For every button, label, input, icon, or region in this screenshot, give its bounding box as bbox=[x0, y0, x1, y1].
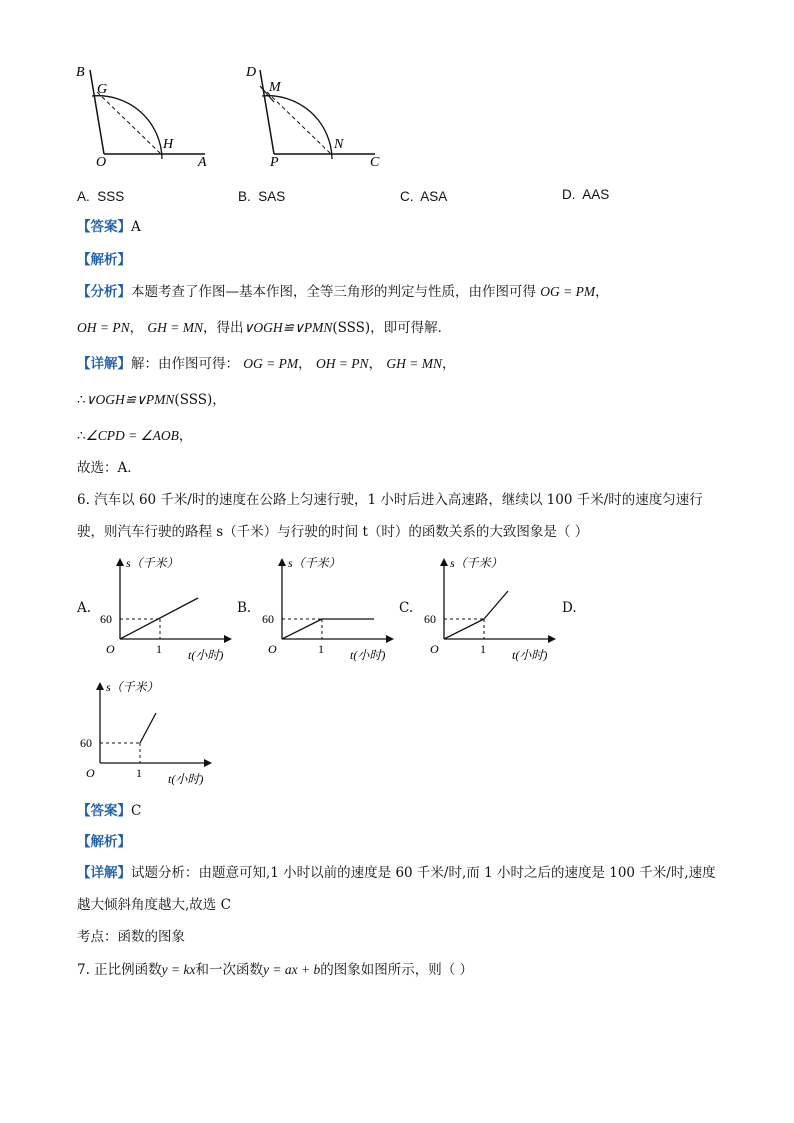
graph-b bbox=[258, 553, 398, 665]
angle-eq: ∠CPD = ∠AOB bbox=[85, 428, 179, 443]
q5-analysis bbox=[77, 250, 131, 270]
graph-c-ylabel: s（千米） bbox=[450, 556, 503, 570]
graph-d-ylabel: s（千米） bbox=[106, 680, 159, 694]
q6-stem-line2: 驶，则汽车行驶的路程 s（千米）与行驶的时间 t（时）的函数关系的大致图象是（ ） bbox=[77, 524, 589, 540]
line2-eq1: OH = PN bbox=[77, 320, 130, 335]
graph-d-letter: D. bbox=[562, 600, 577, 616]
q5-option-d-letter: D. bbox=[562, 187, 576, 202]
q6-detail-line2: 越大倾斜角度越大,故选 C bbox=[77, 897, 231, 913]
analysis-tag: 【解析】 bbox=[77, 252, 131, 268]
therefore-symbol-1: ∴ bbox=[77, 392, 86, 408]
q5-answer bbox=[77, 217, 141, 237]
label-B: B bbox=[76, 65, 85, 80]
q5-option-c bbox=[400, 189, 447, 204]
graph-d-origin: O bbox=[86, 766, 95, 780]
q5-therefore2: ∴∠CPD = ∠AOB， bbox=[77, 428, 193, 444]
q5-option-c-letter: C. bbox=[400, 189, 414, 204]
label-O: O bbox=[96, 155, 107, 170]
q7-func1: y = kx bbox=[161, 962, 196, 977]
line2-sss: (SSS) bbox=[332, 320, 371, 336]
q7-suffix: 的图象如图所示，则（ ） bbox=[320, 962, 474, 978]
q5-option-b-letter: B. bbox=[238, 189, 251, 204]
q5-option-c-text: ASA bbox=[420, 189, 448, 204]
detail-eq3: GH = MN bbox=[386, 356, 442, 371]
fenxi-text: 本题考查了作图—基本作图，全等三角形的判定与性质，由作图可得 bbox=[131, 284, 536, 300]
graph-a-xlabel: t(小时) bbox=[188, 648, 224, 662]
detail-eq1: OG = PM bbox=[243, 356, 299, 371]
graph-c-xlabel: t(小时) bbox=[512, 648, 548, 662]
label-H: H bbox=[163, 137, 174, 152]
fenxi-eq1: OG = PM bbox=[540, 284, 596, 299]
answer-value: A bbox=[131, 219, 141, 235]
fenxi-comma: ， bbox=[595, 284, 609, 300]
q5-option-a bbox=[77, 189, 124, 204]
q7-stem bbox=[77, 960, 473, 980]
line2-congr: ∨OGH≌∨PMN bbox=[243, 320, 333, 335]
graph-d bbox=[76, 677, 216, 789]
q5-detail: 【详解】解：由作图可得： OG = PM， OH = PN， GH = MN， bbox=[77, 356, 456, 372]
graph-b-xlabel: t(小时) bbox=[350, 648, 386, 662]
q5-option-d bbox=[562, 187, 609, 202]
line2-eq2: GH = MN bbox=[147, 320, 204, 335]
q7-mid: 和一次函数 bbox=[195, 962, 264, 978]
label-C: C bbox=[370, 155, 380, 170]
label-P: P bbox=[270, 155, 279, 170]
detail-text: 解：由作图可得： bbox=[131, 356, 239, 372]
graph-c-xtick: 1 bbox=[480, 642, 486, 656]
line2-text: ，得出 bbox=[203, 320, 244, 336]
q5-choose-text: 故选：A． bbox=[77, 460, 141, 476]
q6-answer-tag: 【答案】 bbox=[77, 803, 131, 819]
q5-option-a-letter: A. bbox=[77, 189, 90, 204]
label-D: D bbox=[246, 65, 257, 80]
q5-option-a-text: SSS bbox=[97, 189, 125, 204]
therefore-symbol-2: ∴ bbox=[77, 428, 86, 444]
q6-analysis bbox=[77, 832, 131, 852]
q5-option-d-text: AAS bbox=[582, 187, 610, 202]
q7-prefix: 7. 正比例函数 bbox=[77, 962, 162, 978]
graph-b-xtick: 1 bbox=[318, 642, 324, 656]
q7-func2: y = ax + b bbox=[263, 962, 321, 977]
graph-b-ytick: 60 bbox=[262, 612, 274, 626]
q6-detail-text1: 试题分析：由题意可知,1 小时以前的速度是 60 千米/时,而 1 小时之后的速度是 100 千米/时,速度 bbox=[131, 865, 716, 881]
graph-d-xtick: 1 bbox=[136, 766, 142, 780]
graph-a-ylabel: s（千米） bbox=[126, 556, 179, 570]
graph-a-xtick: 1 bbox=[156, 642, 162, 656]
q5-option-b bbox=[238, 189, 285, 204]
q6-detail-tag: 【详解】 bbox=[77, 865, 131, 881]
q6-analysis-tag: 【解析】 bbox=[77, 834, 131, 850]
detail-eq2: OH = PN bbox=[315, 356, 369, 371]
congr2: ∨OGH≌∨PMN bbox=[85, 392, 175, 407]
sss2: (SSS) bbox=[174, 392, 213, 408]
graph-d-xlabel: t(小时) bbox=[168, 772, 204, 786]
detail-tag: 【详解】 bbox=[77, 356, 131, 372]
fenxi-tag: 【分析】 bbox=[77, 284, 131, 300]
q5-choose bbox=[77, 458, 141, 478]
graph-b-letter: B. bbox=[237, 600, 252, 616]
label-G: G bbox=[97, 82, 108, 97]
graph-a-ytick: 60 bbox=[100, 612, 112, 626]
graph-c-origin: O bbox=[430, 642, 439, 656]
graph-a-letter: A. bbox=[77, 600, 92, 616]
label-M: M bbox=[269, 80, 281, 95]
q6-stem-line1: 6. 汽车以 60 千米/时的速度在公路上匀速行驶，1 小时后进入高速路，继续以 100 千米/时的速度匀速行 bbox=[77, 492, 703, 508]
label-N: N bbox=[334, 137, 344, 152]
graph-b-origin: O bbox=[268, 642, 277, 656]
graph-a bbox=[96, 553, 236, 665]
q5-fenxi bbox=[77, 282, 609, 302]
q6-detail-line1 bbox=[77, 863, 716, 883]
answer-tag: 【答案】 bbox=[77, 219, 131, 235]
construction-figure-left bbox=[70, 58, 220, 170]
graph-c-ytick: 60 bbox=[424, 612, 436, 626]
label-A: A bbox=[198, 155, 207, 170]
graph-c-letter: C. bbox=[399, 600, 414, 616]
construction-figure-right bbox=[240, 58, 390, 170]
q5-therefore1: ∴∨OGH≌∨PMN(SSS)， bbox=[77, 392, 226, 408]
graph-c bbox=[420, 553, 560, 665]
q6-answer bbox=[77, 801, 141, 821]
graph-b-ylabel: s（千米） bbox=[288, 556, 341, 570]
q5-line2: OH = PN， GH = MN，得出∨OGH≌∨PMN(SSS)，即可得解． bbox=[77, 320, 452, 336]
q6-answer-value: C bbox=[131, 803, 142, 819]
q6-kaodian: 考点：函数的图象 bbox=[77, 929, 185, 945]
graph-d-ytick: 60 bbox=[80, 736, 92, 750]
line2-end: ，即可得解． bbox=[370, 320, 452, 336]
q5-option-b-text: SAS bbox=[258, 189, 286, 204]
graph-a-origin: O bbox=[106, 642, 115, 656]
